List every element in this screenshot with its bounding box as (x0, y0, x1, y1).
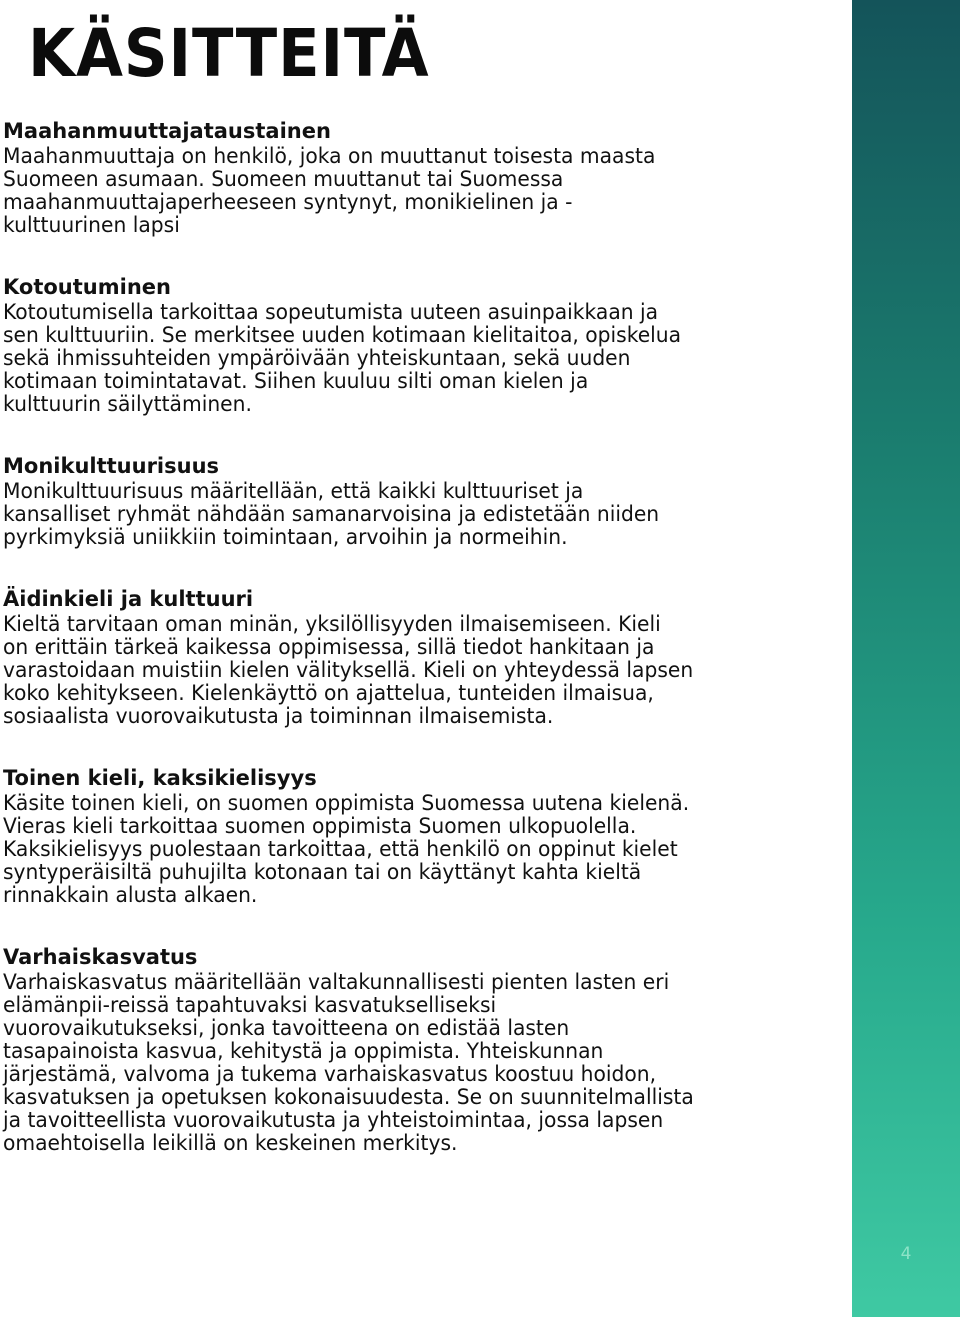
section-body (3, 792, 814, 907)
section-heading: Äidinkieli ja kulttuuri (3, 587, 254, 611)
body-line: Maahanmuuttaja on henkilö, joka on muuttanut toisesta maasta (3, 144, 656, 168)
body-line: kulttuurin säilyttäminen. (3, 392, 252, 416)
body-line: tasapainoista kasvua, kehitystä ja oppimista. Yhteiskunnan (3, 1039, 604, 1063)
body-line: koko kehitykseen. Kielenkäyttö on ajattelua, tunteiden ilmaisua, (3, 681, 654, 705)
section-heading: Toinen kieli, kaksikielisyys (3, 766, 317, 790)
section-body (3, 301, 814, 416)
body-line: vuorovaikutukseksi, jonka tavoitteena on edistää lasten (3, 1016, 570, 1040)
section-heading: Kotoutuminen (3, 275, 171, 299)
body-line: omaehtoisella leikillä on keskeinen merkitys. (3, 1131, 458, 1155)
body-line: varastoidaan muistiin kielen välityksellä. Kieli on yhteydessä lapsen (3, 658, 694, 682)
body-line: kotimaan toimintatavat. Siihen kuuluu silti oman kielen ja (3, 369, 589, 393)
section-body (3, 145, 814, 237)
body-line: Kaksikielisyys puolestaan tarkoittaa, että henkilö on oppinut kielet (3, 837, 678, 861)
body-line: sen kulttuuriin. Se merkitsee uuden kotimaan kielitaitoa, opiskelua (3, 323, 682, 347)
body-line: Suomeen asumaan. Suomeen muuttanut tai Suomessa (3, 167, 564, 191)
page-number: 4 (900, 1244, 912, 1264)
body-line: pyrkimyksiä uniikkiin toimintaan, arvoihin ja normeihin. (3, 525, 568, 549)
body-line: sosiaalista vuorovaikutusta ja toiminnan ilmaisemista. (3, 704, 554, 728)
section-maahanmuuttajataustainen (3, 118, 843, 237)
section-monikulttuurisuus (3, 453, 843, 549)
section-kotoutuminen (3, 274, 843, 416)
body-line: sekä ihmissuhteiden ympäröivään yhteiskuntaan, sekä uuden (3, 346, 631, 370)
body-line: Kotoutumisella tarkoittaa sopeutumista uuteen asuinpaikkaan ja (3, 300, 659, 324)
body-line: rinnakkain alusta alkaen. (3, 883, 258, 907)
body-line: ja tavoitteellista vuorovaikutusta ja yhteistoimintaa, jossa lapsen (3, 1108, 664, 1132)
section-heading: Monikulttuurisuus (3, 454, 220, 478)
section-heading: Varhaiskasvatus (3, 945, 198, 969)
body-line: syntyperäisiltä puhujilta kotonaan tai on käyttänyt kahta kieltä (3, 860, 642, 884)
body-line: Käsite toinen kieli, on suomen oppimista Suomessa uutena kielenä. (3, 791, 690, 815)
section-varhaiskasvatus (3, 944, 843, 1155)
section-heading: Maahanmuuttajataustainen (3, 119, 331, 143)
body-line: kulttuurinen lapsi (3, 213, 180, 237)
body-line: on erittäin tärkeä kaikessa oppimisessa, sillä tiedot hankitaan ja (3, 635, 655, 659)
decorative-sidebar (852, 0, 960, 1317)
definitions-list (3, 118, 843, 1155)
section-aidinkieli-ja-kulttuuri (3, 586, 843, 728)
body-line: Kieltä tarvitaan oman minän, yksilöllisyyden ilmaisemiseen. Kieli (3, 612, 661, 636)
body-line: elämänpii-reissä tapahtuvaksi kasvatukselliseksi (3, 993, 497, 1017)
body-line: maahanmuuttajaperheeseen syntynyt, monikielinen ja - (3, 190, 573, 214)
section-body (3, 971, 814, 1155)
body-line: järjestämä, valvoma ja tukema varhaiskasvatus koostuu hoidon, (3, 1062, 657, 1086)
body-line: kasvatuksen ja opetuksen kokonaisuudesta. Se on suunnitelmallista (3, 1085, 694, 1109)
body-line: Monikulttuurisuus määritellään, että kaikki kulttuuriset ja (3, 479, 584, 503)
body-line: Vieras kieli tarkoittaa suomen oppimista Suomen ulkopuolella. (3, 814, 637, 838)
section-body (3, 480, 814, 549)
page-title: KÄSITTEITÄ (28, 15, 430, 92)
body-line: kansalliset ryhmät nähdään samanarvoisina ja edistetään niiden (3, 502, 660, 526)
section-body (3, 613, 814, 728)
body-line: Varhaiskasvatus määritellään valtakunnallisesti pienten lasten eri (3, 970, 670, 994)
section-toinen-kieli (3, 765, 843, 907)
